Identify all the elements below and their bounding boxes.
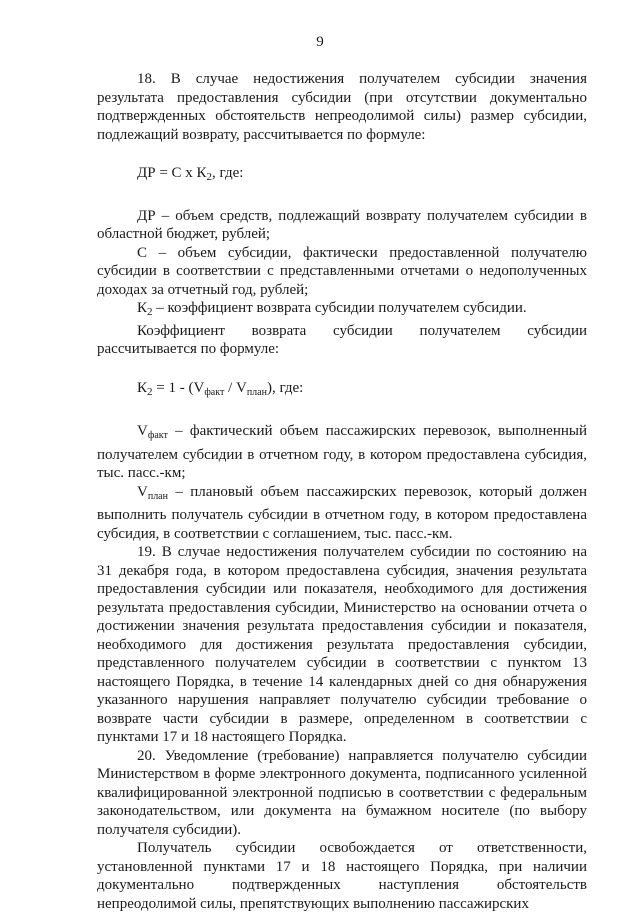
definition-k2: $К_2$ – коэффициент возврата субсидии получателем субсидии. [137, 300, 527, 318]
coefficient-intro: Коэффициент возврата субсидии получателем субсидии рассчитывается по формуле: [97, 322, 587, 357]
formula-k2: $К_2 = 1 - (V_{факт} / V_{план})$, где: [137, 379, 304, 398]
definition-c: С – объем субсидии, фактически предоставленной получателю субсидии в соответствии с представленными отчетами о недополученных доходах за отчетный год, рублей; [97, 244, 587, 298]
definition-vfact: $V_{факт}$ – фактический объем пассажирских перевозок, выполненный получателем субсидии в отчетном году, в котором предоставлена субсидия, тыс. пасс.-км; [97, 423, 587, 481]
paragraph-20: 20. Уведомление (требование) направляется получателю субсидии Министерством в форме электронного документа, подписанного усиленной квалифицированной электронной подписью в соответствии с федеральным законодательством, или документа на бумажном носителе (по выбору получателя субсидии). [97, 747, 587, 838]
page-number: 9 [316, 34, 324, 50]
definition-vplan: $V_{план}$ – плановый объем пассажирских перевозок, который должен выполнить получатель субсидии в отчетном году, в котором предоставлена субсидия, в соответствии с соглашением, тыс. пасс.-км. [97, 483, 587, 542]
paragraph-19: 19. В случае недостижения получателем субсидии по состоянию на 31 декабря года, в котором предоставлена субсидия, значения результата предоставления субсидии или показателя, необходимого для достижения результата предоставления субсидии, Министерство на основании отчета о достижении значения результата предоставления субсидии и показателя, необходимого для достижения результата предоставления субсидии, представленного получателем субсидии в соответствии с пунктом 13 настоящего Порядка, в течение 14 календарных дней со дня обнаружения указанного нарушения направляет получателю субсидии требование о возврате части субсидии в размере, определенном в соответствии с пунктами 17 и 18 настоящего Порядка. [97, 544, 587, 745]
definition-dr: ДР – объем средств, подлежащий возврату получателем субсидии в областной бюджет, рублей; [97, 207, 587, 242]
formula-dr: ДР = С х $К_2$, где: [137, 165, 244, 183]
paragraph-exemption: Получатель субсидии освобождается от ответственности, установленной пунктами 17 и 18 настоящего Порядка, при наличии документально подтвержденных наступления обстоятельств непреодолимой силы, препятствующих выполнению пассажирских [97, 840, 587, 912]
document-body [97, 70, 587, 913]
paragraph-18: 18. В случае недостижения получателем субсидии значения результата предоставления субсидии (при отсутствии документально подтвержденных обстоятельств непреодолимой силы) размер субсидии, подлежащий возврату, рассчитывается по формуле: [97, 71, 587, 143]
